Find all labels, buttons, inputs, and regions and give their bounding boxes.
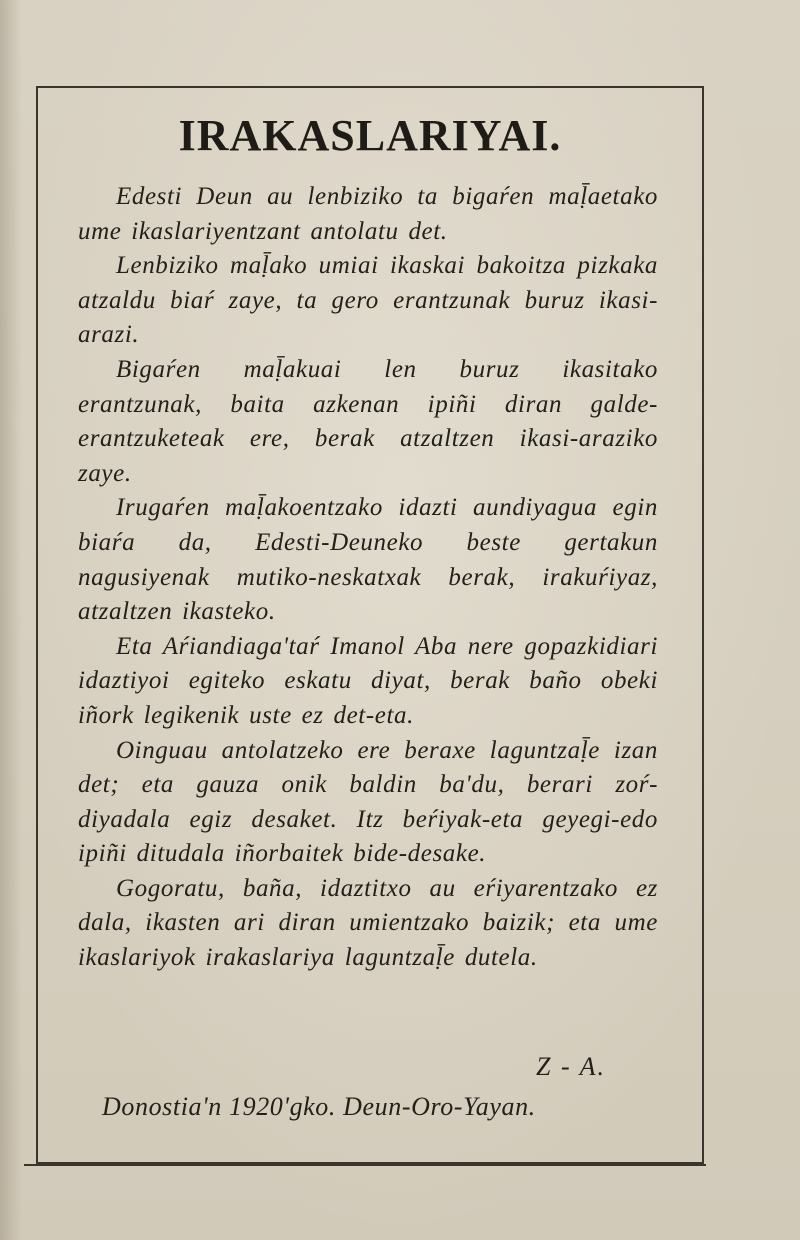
paragraph: Oinguau antolatzeko ere beraxe laguntzaḹe izan det; eta gauza onik baldin ba'du, berari zoŕ-diyadala egiz desaket. Itz beŕiyak-eta geyegi-edo ipiñi ditudala iñorbaitek bide-desake.: [78, 736, 658, 868]
paragraph: Gogoratu, baña, idaztitxo au eŕiyarentzako ez dala, ikasten ari diran umientzako baizik; eta ume ikaslariyok irakaslariya laguntzaḹe dutela.: [78, 874, 658, 972]
page-edge-shadow: [0, 0, 22, 1240]
signature-initials: Z - A.: [536, 1052, 607, 1081]
paragraph: Irugaŕen maḹakoentzako idazti aundiyagua egin biaŕa da, Edesti-Deuneko beste gertakun nagusiyenak mutiko-neskatxak berak, irakuŕiyaz, atzaltzen ikasteko.: [78, 494, 658, 626]
paragraph: Bigaŕen maḹakuai len buruz ikasitako erantzunak, baita azkenan ipiñi diran galde-erantzuketeak ere, berak atzaltzen ikasi-araziko zaye.: [78, 355, 658, 487]
paragraph: Edesti Deun au lenbiziko ta bigaŕen maḹaetako ume ikaslariyentzant antolatu det.: [78, 183, 658, 245]
dateline: Donostia'n 1920'gko. Deun-Oro-Yayan.: [102, 1092, 536, 1121]
bottom-rule: [24, 1164, 706, 1166]
paragraph: Lenbiziko maḹako umiai ikaskai bakoitza pizkaka atzaldu biaŕ zaye, ta gero erantzunak buruz ikasi-arazi.: [78, 252, 658, 349]
body-text: [78, 180, 658, 976]
page-title: IRAKASLARIYAI.: [178, 111, 562, 160]
paragraph: Eta Aŕiandiaga'taŕ Imanol Aba nere gopazkidiari idaztiyoi egiteko eskatu diyat, berak baño obeki iñork legikenik uste ez det-eta.: [78, 632, 658, 729]
